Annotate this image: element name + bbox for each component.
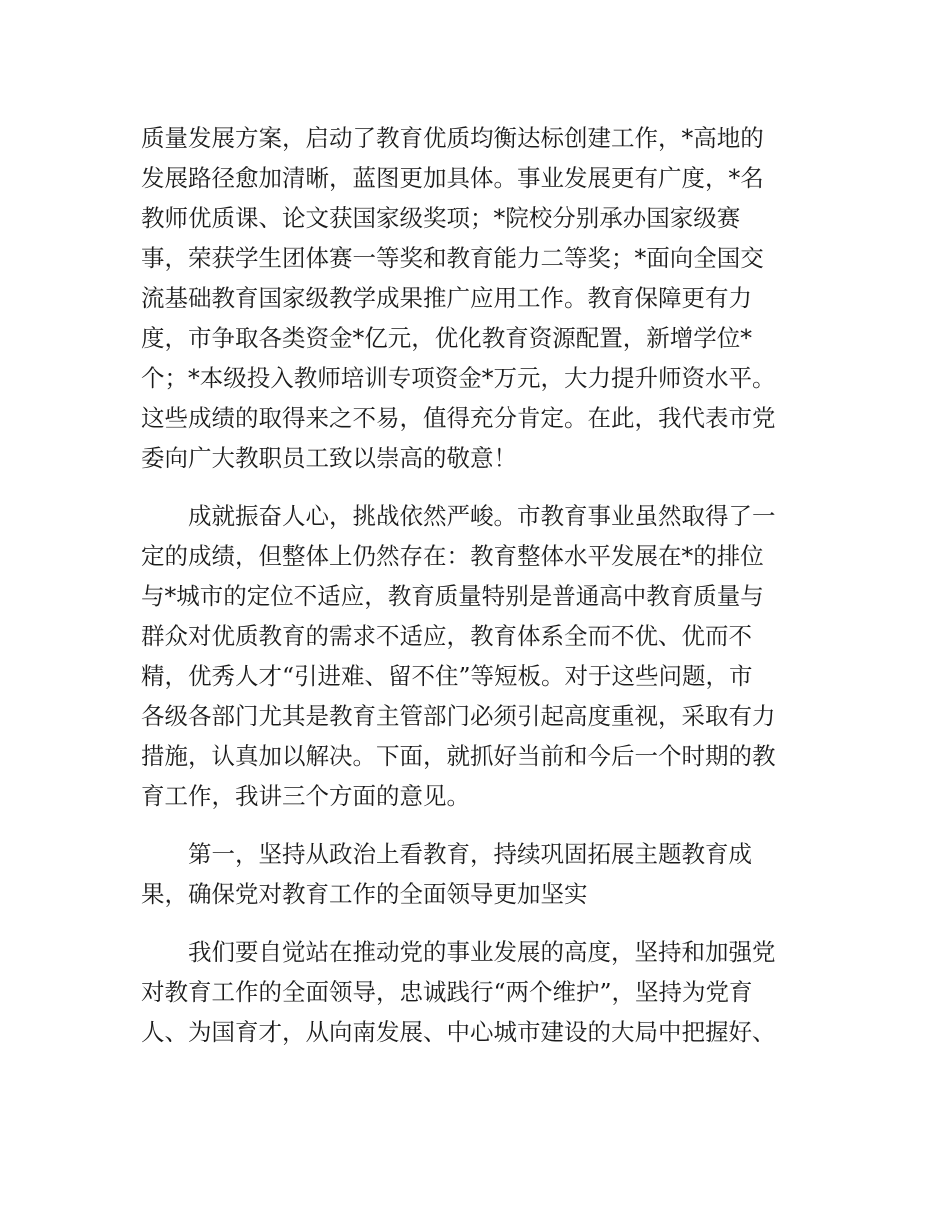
text-line: 个；*本级投入教师培训专项资金*万元，大力提升师资水平。 [141,364,776,392]
text-line: 精，优秀人才“引进难、留不住”等短板。对于这些问题，市 [141,662,753,690]
text-line: 委向广大教职员工致以崇高的敬意！ [141,444,517,472]
text-line: 我们要自觉站在推动党的事业发展的高度，坚持和加强党 [188,938,776,966]
section-heading-line: 第一，坚持从政治上看教育，持续巩固拓展主题教育成 [188,840,752,868]
text-line: 人、为国育才，从向南发展、中心城市建设的大局中把握好、 [141,1018,776,1046]
text-line: 成就振奋人心，挑战依然严峻。市教育事业虽然取得了一 [188,502,776,530]
text-line: 发展路径愈加清晰，蓝图更加具体。事业发展更有广度，*名 [141,164,764,192]
text-line: 措施，认真加以解决。下面，就抓好当前和今后一个时期的教 [141,742,776,770]
text-line: 与*城市的定位不适应，教育质量特别是普通高中教育质量与 [141,582,764,610]
text-line: 定的成绩，但整体上仍然存在：教育整体水平发展在*的排位 [141,542,764,570]
text-line: 流基础教育国家级教学成果推广应用工作。教育保障更有力 [141,284,752,312]
section-heading-line: 果，确保党对教育工作的全面领导更加坚实 [141,880,588,908]
text-line: 各级各部门尤其是教育主管部门必须引起高度重视，采取有力 [141,702,776,730]
text-line: 对教育工作的全面领导，忠诚践行“两个维护”，坚持为党育 [141,978,753,1006]
text-line: 群众对优质教育的需求不适应，教育体系全而不优、优而不 [141,622,752,650]
text-line: 这些成绩的取得来之不易，值得充分肯定。在此，我代表市党 [141,404,776,432]
text-line: 度，市争取各类资金*亿元，优化教育资源配置，新增学位* [141,324,752,352]
text-line: 质量发展方案，启动了教育优质均衡达标创建工作，*高地的 [141,124,764,152]
text-line: 教师优质课、论文获国家级奖项；*院校分别承办国家级赛 [141,204,741,232]
text-line: 事，荣获学生团体赛一等奖和教育能力二等奖；*面向全国交 [141,244,764,272]
text-line: 育工作，我讲三个方面的意见。 [141,782,470,810]
